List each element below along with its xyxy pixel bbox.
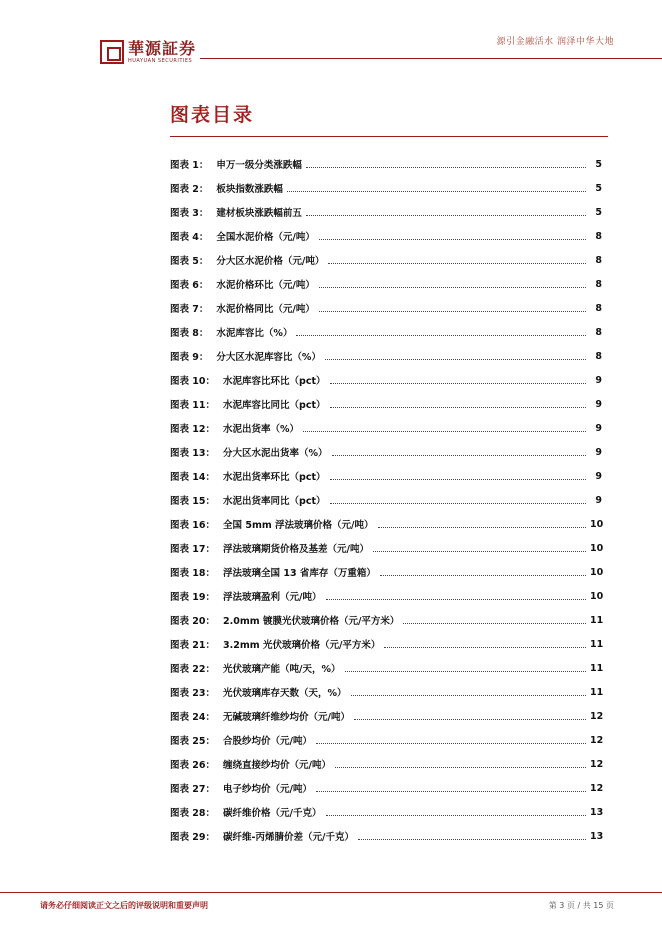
toc-entry-page: 9 xyxy=(595,470,602,482)
toc-entry-label: 图表 9： xyxy=(170,352,209,363)
toc-entry[interactable] xyxy=(170,800,602,824)
toc-leader-dots xyxy=(384,647,586,648)
toc-entry-title: 水泥出货率（%） xyxy=(223,424,300,435)
toc-entry-label: 图表 11： xyxy=(170,400,216,411)
toc-entry-page: 9 xyxy=(595,398,602,410)
toc-entry-label: 图表 23： xyxy=(170,688,216,699)
toc-entry-label: 图表 16： xyxy=(170,520,216,531)
toc-entry-title: 浮法玻璃期货价格及基差（元/吨） xyxy=(223,544,370,555)
footer-page-info: 第 3 页 / 共 15 页 xyxy=(548,901,614,910)
toc-entry-label: 图表 4： xyxy=(170,232,209,243)
toc-entry-label: 图表 13： xyxy=(170,448,216,459)
toc-entry-page: 12 xyxy=(590,734,604,746)
toc-entry-page: 12 xyxy=(590,782,604,794)
toc-leader-dots xyxy=(330,407,586,408)
toc-entry-title: 分大区水泥出货率（%） xyxy=(223,448,328,459)
toc-entry-title: 建材板块涨跌幅前五 xyxy=(216,208,302,219)
toc-leader-dots xyxy=(319,239,586,240)
toc-leader-dots xyxy=(287,191,586,192)
toc-entry-label: 图表 3： xyxy=(170,208,209,219)
toc-entry-title: 水泥价格环比（元/吨） xyxy=(216,280,315,291)
toc-entry-label: 图表 22： xyxy=(170,664,216,675)
toc-entry[interactable] xyxy=(170,608,602,632)
toc-entry-page: 12 xyxy=(590,710,604,722)
toc-entry[interactable] xyxy=(170,416,602,440)
toc-entry[interactable] xyxy=(170,392,602,416)
toc-entry-label: 图表 27： xyxy=(170,784,216,795)
page-header xyxy=(0,0,662,72)
toc-entry[interactable] xyxy=(170,200,602,224)
toc-leader-dots xyxy=(326,599,586,600)
toc-entry[interactable] xyxy=(170,632,602,656)
toc-leader-dots xyxy=(306,167,586,168)
toc-entry-label: 图表 19： xyxy=(170,592,216,603)
toc-entry-label: 图表 1： xyxy=(170,160,209,171)
toc-entry-title: 水泥出货率环比（pct） xyxy=(223,472,326,483)
toc-entry[interactable] xyxy=(170,176,602,200)
toc-entry[interactable] xyxy=(170,824,602,848)
toc-entry-title: 全国 5mm 浮法玻璃价格（元/吨） xyxy=(223,520,374,531)
toc-leader-dots xyxy=(330,383,586,384)
toc-leader-dots xyxy=(403,623,586,624)
header-slogan: 源引金融活水 润泽中华大地 xyxy=(496,37,614,47)
toc-entry[interactable] xyxy=(170,656,602,680)
toc-entry-title: 水泥库容比（%） xyxy=(216,328,293,339)
toc-entry-label: 图表 6： xyxy=(170,280,209,291)
toc-entry-title: 合股纱均价（元/吨） xyxy=(223,736,313,747)
toc-entry[interactable] xyxy=(170,440,602,464)
toc-entry[interactable] xyxy=(170,536,602,560)
toc-leader-dots xyxy=(332,455,586,456)
toc-entry-label: 图表 18： xyxy=(170,568,216,579)
toc-entry-label: 图表 17： xyxy=(170,544,216,555)
toc-entry-title: 光伏玻璃库存天数（天，%） xyxy=(223,688,347,699)
toc-entry-title: 浮法玻璃盈利（元/吨） xyxy=(223,592,322,603)
toc-entry[interactable] xyxy=(170,560,602,584)
toc-entry-page: 10 xyxy=(590,542,604,554)
toc-entry-page: 5 xyxy=(595,182,602,194)
toc-entry-label: 图表 26： xyxy=(170,760,216,771)
toc-leader-dots xyxy=(326,815,586,816)
toc-entry-page: 10 xyxy=(590,518,604,530)
table-of-figures xyxy=(170,152,602,848)
company-logo xyxy=(100,40,196,65)
toc-entry-page: 12 xyxy=(590,758,604,770)
toc-entry-label: 图表 10： xyxy=(170,376,216,387)
toc-leader-dots xyxy=(354,719,586,720)
toc-entry-page: 13 xyxy=(590,830,604,842)
toc-entry-label: 图表 2： xyxy=(170,184,209,195)
toc-entry-title: 光伏玻璃产能（吨/天，%） xyxy=(223,664,341,675)
toc-entry-label: 图表 24： xyxy=(170,712,216,723)
toc-entry-title: 碳纤维价格（元/千克） xyxy=(223,808,322,819)
toc-entry-page: 13 xyxy=(590,806,604,818)
toc-leader-dots xyxy=(351,695,586,696)
toc-leader-dots xyxy=(303,431,586,432)
toc-leader-dots xyxy=(335,767,586,768)
toc-entry-title: 水泥价格同比（元/吨） xyxy=(216,304,315,315)
footer-divider xyxy=(0,892,662,893)
toc-entry[interactable] xyxy=(170,512,602,536)
toc-entry-title: 3.2mm 光伏玻璃价格（元/平方米） xyxy=(223,640,381,651)
toc-entry-title: 申万一级分类涨跌幅 xyxy=(216,160,302,171)
toc-leader-dots xyxy=(345,671,586,672)
page-title: 图表目录 xyxy=(170,104,255,126)
toc-entry-page: 5 xyxy=(595,206,602,218)
title-divider xyxy=(170,136,608,137)
toc-leader-dots xyxy=(296,335,586,336)
toc-entry-title: 水泥库容比同比（pct） xyxy=(223,400,326,411)
toc-entry-title: 水泥出货率同比（pct） xyxy=(223,496,326,507)
toc-leader-dots xyxy=(319,311,586,312)
toc-leader-dots xyxy=(316,743,586,744)
logo-english-name: HUAYUAN SECURITIES xyxy=(128,58,193,64)
toc-entry-label: 图表 28： xyxy=(170,808,216,819)
toc-entry[interactable] xyxy=(170,248,602,272)
toc-leader-dots xyxy=(330,503,586,504)
toc-entry[interactable] xyxy=(170,704,602,728)
toc-entry[interactable] xyxy=(170,368,602,392)
toc-leader-dots xyxy=(373,551,586,552)
toc-entry-label: 图表 7： xyxy=(170,304,209,315)
toc-entry-title: 2.0mm 镀膜光伏玻璃价格（元/平方米） xyxy=(223,616,400,627)
toc-entry-page: 9 xyxy=(595,422,602,434)
toc-entry-label: 图表 20： xyxy=(170,616,216,627)
toc-entry[interactable] xyxy=(170,728,602,752)
toc-entry[interactable] xyxy=(170,344,602,368)
toc-leader-dots xyxy=(380,575,586,576)
toc-entry-page: 10 xyxy=(590,566,604,578)
toc-entry-label: 图表 21： xyxy=(170,640,216,651)
toc-entry-page: 10 xyxy=(590,590,604,602)
toc-entry-title: 浮法玻璃全国 13 省库存（万重箱） xyxy=(223,568,376,579)
toc-entry-label: 图表 8： xyxy=(170,328,209,339)
toc-leader-dots xyxy=(306,215,586,216)
toc-leader-dots xyxy=(319,287,586,288)
toc-entry-title: 分大区水泥库容比（%） xyxy=(216,352,321,363)
toc-entry-page: 9 xyxy=(595,446,602,458)
toc-entry-label: 图表 12： xyxy=(170,424,216,435)
toc-entry-page: 5 xyxy=(595,158,602,170)
toc-entry-title: 水泥库容比环比（pct） xyxy=(223,376,326,387)
toc-entry-page: 8 xyxy=(595,230,602,242)
toc-entry[interactable] xyxy=(170,752,602,776)
toc-entry-page: 8 xyxy=(595,254,602,266)
toc-entry-title: 分大区水泥价格（元/吨） xyxy=(216,256,325,267)
toc-entry[interactable] xyxy=(170,320,602,344)
toc-entry-title: 全国水泥价格（元/吨） xyxy=(216,232,315,243)
toc-entry[interactable] xyxy=(170,680,602,704)
toc-entry[interactable] xyxy=(170,224,602,248)
toc-entry-page: 8 xyxy=(595,278,602,290)
toc-entry-title: 碳纤维-丙烯腈价差（元/千克） xyxy=(223,832,354,843)
toc-leader-dots xyxy=(328,263,586,264)
toc-entry-title: 无碱玻璃纤维纱均价（元/吨） xyxy=(223,712,351,723)
toc-leader-dots xyxy=(330,479,586,480)
toc-entry-page: 9 xyxy=(595,494,602,506)
toc-entry-page: 8 xyxy=(595,302,602,314)
logo-seal-icon xyxy=(100,40,124,64)
toc-entry-page: 8 xyxy=(595,326,602,338)
toc-entry[interactable] xyxy=(170,488,602,512)
toc-leader-dots xyxy=(325,359,586,360)
toc-entry[interactable] xyxy=(170,296,602,320)
toc-entry[interactable] xyxy=(170,152,602,176)
toc-entry-page: 11 xyxy=(590,686,604,698)
toc-leader-dots xyxy=(358,839,586,840)
toc-entry[interactable] xyxy=(170,584,602,608)
toc-entry-label: 图表 29： xyxy=(170,832,216,843)
toc-entry-title: 电子纱均价（元/吨） xyxy=(223,784,313,795)
toc-entry-label: 图表 25： xyxy=(170,736,216,747)
logo-chinese-name: 華源証券 xyxy=(128,39,197,58)
toc-entry-title: 板块指数涨跌幅 xyxy=(216,184,283,195)
toc-entry-page: 9 xyxy=(595,374,602,386)
toc-entry[interactable] xyxy=(170,776,602,800)
toc-entry[interactable] xyxy=(170,272,602,296)
toc-entry-page: 11 xyxy=(590,662,604,674)
toc-entry[interactable] xyxy=(170,464,602,488)
toc-entry-label: 图表 5： xyxy=(170,256,209,267)
footer-disclaimer: 请务必仔细阅读正文之后的评级说明和重要声明 xyxy=(40,901,208,910)
toc-entry-page: 11 xyxy=(590,614,604,626)
toc-leader-dots xyxy=(378,527,586,528)
toc-leader-dots xyxy=(316,791,586,792)
toc-entry-title: 缠绕直接纱均价（元/吨） xyxy=(223,760,332,771)
toc-entry-page: 11 xyxy=(590,638,604,650)
toc-entry-label: 图表 15： xyxy=(170,496,216,507)
toc-entry-page: 8 xyxy=(595,350,602,362)
header-divider xyxy=(200,58,662,59)
toc-entry-label: 图表 14： xyxy=(170,472,216,483)
